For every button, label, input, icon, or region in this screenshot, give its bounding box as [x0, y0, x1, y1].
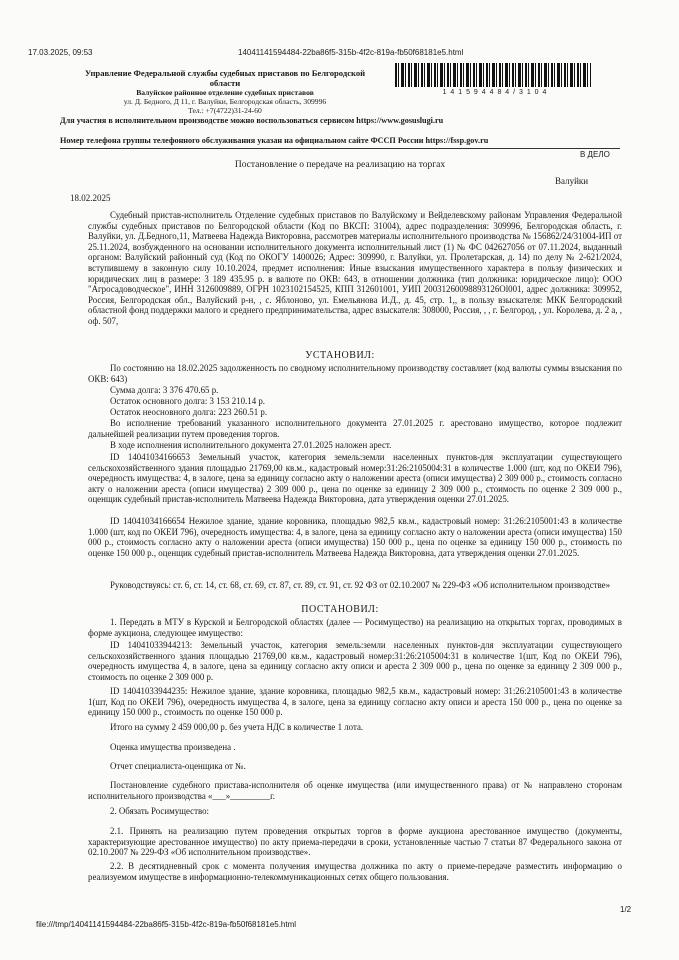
- dept-block: [60, 88, 390, 115]
- oblige-heading: 2. Обязать Росимущество:: [110, 806, 209, 816]
- print-filename: 14041141594484-22ba86f5-315b-4f2c-819a-fb50f68181e5.html: [238, 48, 464, 57]
- intro-paragraph: Судебный пристав-исполнитель Отделение судебных приставов по Валуйскому и Вейделевскому районам Управления Федеральной службы судебных приставов по Белгородской области (Код по ВКСП: 31004), адрес подразделения: 309996, Белгородская область, г. Валуйки, ул. Д.Бедного,11, Матвеева Надежда Викторовна, рассмотрев материалы исполнительного производства № 156862/24/31004-ИП от 25.11.2024, возбужденного на основании исполнительного документа исполнительный лист (1) № ФС 042627056 от 07.11.2024, выданный органом: Валуйский районный суд (Код по ОКОГУ 1400026; Адрес: 309990, г. Валуйки, ул. Пролетарская, д. 14) по делу № 2-621/2024, вступившему в законную силу 10.10.2024, предмет исполнения: Иные взыскания имущественного характера в пользу физических и юридических лиц в размере: 3 189 435.95 р. в валюте по ОКВ: 643, в отношении должника (тип должника: юридическое лицо): ООО "Агросадоводческое", ИНН 3126009889, ОГРН 1023102154525, КПП 312601001, УИП 20031260098893126Ol001, адрес должника: 309952, Россия, Белгородская обл., Валуйский р-н, , с. Яблоново, ул. Емельянова И.Д., д. 45, стр. 1,, в пользу взыскателя: МКК Белгородский областной фонд поддержки малого и среднего предпринимательства, адрес взыскателя: 308000, Россия, , , г. Белгород, , ул. Королева, д. 2 а, , оф. 507,: [88, 210, 622, 326]
- print-page-number: 1/2: [620, 905, 632, 914]
- valuation-note: Оценка имущества произведена .: [110, 742, 236, 752]
- resolved-item-land: ID 14041033944213: Земельный участок, категория земель:земли населенных пунктов-для эксплуатации существующего сельскохозяйственного здания площадью 21769,00 кв.м., кадастровый номер:31:26:2105004:31 в количестве 1(шт, Код по ОКЕИ 796), очередность имущества 4, в залоге, цена за единицу согласно акту описи и ареста 2 309 000 р., цена по оценке за единицу 2 309 000 р., стоимость по оценке 2 309 000 р.: [88, 640, 622, 682]
- oblige-publish: 2.2. В десятидневный срок с момента получения имущества должника по акту о приеме-передаче разместить информацию о реализуемом имуществе в информационно-телекоммуникационных сетях общего пользования.: [88, 861, 622, 882]
- dept-address: ул. Д. Бедного, Д 11, г. Валуйки, Белгородская область, 309996: [123, 97, 327, 106]
- debt-nonmain: Остаток неосновного долга: 223 260.51 р.: [110, 407, 268, 417]
- doc-title: Постановление о передаче на реализацию на торгах: [234, 160, 446, 170]
- print-footer-path: file:///tmp/14041141594484-22ba86f5-315b-4f2c-819a-fb50f68181e5.html: [36, 920, 297, 929]
- dept-phone: Тел.: +7(4722)31-24-60: [188, 106, 262, 115]
- barcode-number: 1 4 1 5 9 4 4 8 4 / 3 1 0 4: [442, 89, 548, 96]
- debt-sum: Сумма долга: 3 376 470.65 р.: [110, 385, 219, 395]
- established-heading: УСТАНОВИЛ:: [305, 350, 375, 361]
- org-line-1: Управление Федеральной службы судебных приставов по Белгородской: [84, 68, 366, 78]
- barcode-image: [395, 63, 591, 87]
- arrest-item-building: ID 14041034166654 Нежилое здание, здание коровника, площадью 982,5 кв.м., кадастровый номер: 31:26:2105001:43 в количестве 1.000 (шт, код по ОКЕИ 796), очередность имущества: 4, в залоге, цена за единицу согласно акту о наложении ареста (описи имущества) 150 000 р., стоимость согласно акту о наложении ареста (описи имущества) 150 000 р., цена по оценке за единицу 150 000 р., стоимость по оценке 150 000 р., оценщик судебный пристав-исполнитель Матвеева Надежда Викторовна, дата утверждения оценки 27.01.2025.: [88, 516, 622, 558]
- arrest-item-land: ID 14041034166653 Земельный участок, категория земель:земли населенных пунктов-для эксплуатации существующего сельскохозяйственного здания площадью 21769,00 кв.м., кадастровый номер:31:26:2105004:31 в количестве 1.000 (шт, код по ОКЕИ 796), очередность имущества: 4, в залоге, цена за единицу согласно акту о наложении ареста (описи имущества) 2 309 000 р., стоимость согласно акту о наложении ареста (описи имущества) 2 309 000 р., цена по оценке за единицу 2 309 000 р., стоимость по оценке 2 309 000 р., оценщик судебный пристав-исполнитель Матвеева Надежда Викторовна, дата утверждения оценки 27.01.2025.: [88, 452, 622, 505]
- print-datetime: 17.03.2025, 09:53: [28, 48, 93, 57]
- debt-main: Остаток основного долга: 3 153 210.14 р.: [110, 396, 266, 406]
- dept-name: Валуйское районное отделение судебных приставов: [136, 88, 314, 97]
- resolution-sent: Постановление судебного пристава-исполнителя об оценке имущества (или имущественного права) от № направлено сторонам исполнительного производства «___»_________г.: [88, 780, 622, 801]
- phone-notice: Номер телефона группы телефонного обслуживания указан на официальном сайте ФССП России https://fssp.gov.ru: [60, 136, 489, 145]
- appraiser-report: Отчет специалиста-оценщика от №.: [110, 761, 246, 771]
- oblige-accept: 2.1. Принять на реализацию путем проведения открытых торгов в форме аукциона арестованное имущество (документы, характеризующие арестованное имущество) по акту приема-передачи в сроки, установленные частью 7 статьи 87 Федерального закона от 02.10.2007 № 229-ФЗ «Об исполнительном производстве».: [88, 826, 622, 858]
- resolved-item-building: ID 14041033944235: Нежилое здание, здание коровника, площадью 982,5 кв.м., кадастровый номер: 31:26:2105001:43 в количестве 1(шт, Код по ОКЕИ 796), очередность имущества 4, в залоге, цена за единицу согласно акту описи и ареста 150 000 р., цена по оценке за единицу 150 000 р., стоимость по оценке 150 000 р.: [88, 686, 622, 718]
- org-line-2: области: [209, 78, 241, 88]
- resolved-total: Итого на сумму 2 459 000,00 р. без учета НДС в количестве 1 лота.: [110, 722, 364, 732]
- resolved-heading: ПОСТАНОВИЛ:: [301, 604, 379, 615]
- gosuslugi-notice: Для участия в исполнительном производстве можно воспользоваться сервисом https://www.gosuslugi.ru: [60, 116, 444, 125]
- archive-stamp: В ДЕЛО: [580, 150, 610, 159]
- established-balance: По состоянию на 18.02.2025 задолженность по сводному исполнительному производству составляет (код валюты суммы взыскания по ОКВ: 643): [88, 363, 622, 384]
- established-arrest-date: В ходе исполнения исполнительного документа 27.01.2025 наложен арест.: [110, 440, 392, 450]
- header-divider: [60, 148, 620, 149]
- established-arrest: Во исполнение требований указанного исполнительного документа 27.01.2025 г. арестовано имущество, которое подлежит дальнейшей реализации путем проведения торгов.: [88, 418, 622, 439]
- doc-date: 18.02.2025: [70, 193, 111, 203]
- org-name: [60, 68, 390, 88]
- resolved-transfer: 1. Передать в МТУ в Курской и Белгородской областях (далее — Росимущество) на реализацию на открытых торгах, проводимых в форме аукциона, следующее имущество:: [88, 617, 622, 638]
- doc-city: Валуйки: [555, 176, 589, 186]
- guided-by: Руководствуясь: ст. 6, ст. 14, ст. 68, ст. 69, ст. 87, ст. 89, ст. 91, ст. 92 ФЗ от 02.10.2007 № 229-ФЗ «Об исполнительном производстве»: [110, 580, 611, 590]
